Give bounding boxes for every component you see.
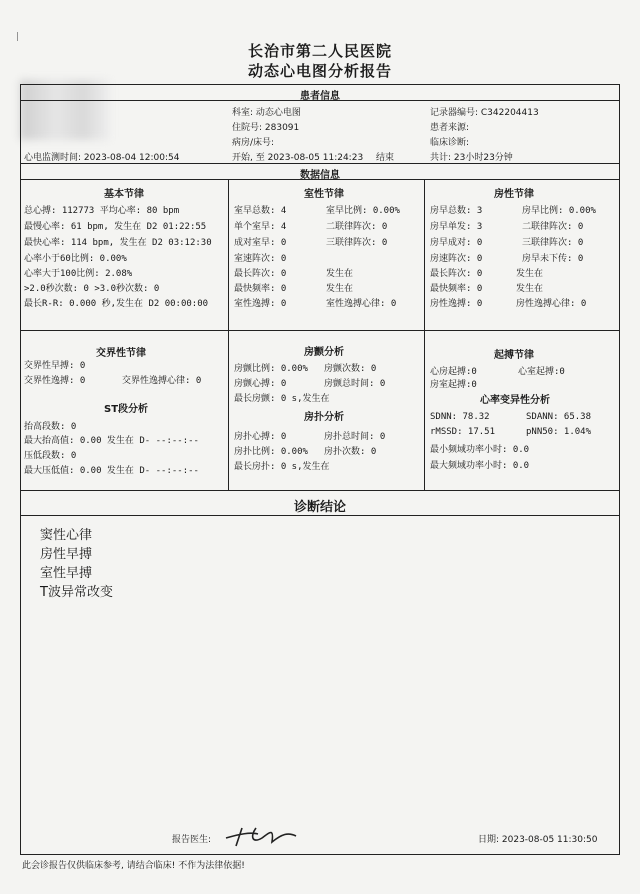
- recorder-number: 记录器编号: C342204413: [430, 108, 539, 118]
- pacing-atrial: 心房起搏:0: [430, 367, 477, 377]
- ventricular-cell: 三联律阵次: 0: [326, 238, 388, 248]
- diagnosis-item: 窦性心律: [40, 528, 93, 543]
- atrial-cell: 三联律阵次: 0: [522, 238, 584, 248]
- atrial-cell: 房早总数: 3: [430, 206, 483, 216]
- ventricular-cell: 单个室早: 4: [234, 222, 287, 232]
- hrv-rmssd: rMSSD: 17.51: [430, 427, 496, 437]
- report-title: 动态心电图分析报告: [247, 62, 392, 80]
- ventricular-cell: 发生在: [326, 284, 354, 294]
- hrv-min-power: 最小频域功率小时: 0.0: [430, 445, 530, 455]
- ventricular-cell: 室速阵次: 0: [234, 254, 287, 264]
- afl-cell: 房扑总时间: 0: [324, 432, 386, 442]
- junctional-escape-rhythm: 交界性逸搏心律: 0: [122, 376, 202, 386]
- af-cell: 房颤总时间: 0: [324, 379, 386, 389]
- af-title: 房颤分析: [304, 347, 344, 358]
- department: 科室: 动态心电图: [232, 108, 301, 118]
- monitor-time: 心电监测时间: 2023-08-04 12:00:54: [24, 153, 180, 163]
- basic-row: >2.0秒次数: 0 >3.0秒次数: 0: [24, 284, 160, 294]
- monitor-end-label: 结束: [376, 153, 395, 163]
- afl-cell: 房扑心搏: 0: [234, 432, 287, 442]
- st-row: 抬高段数: 0: [24, 422, 77, 432]
- report-date: 日期: 2023-08-05 11:30:50: [478, 835, 598, 845]
- atrial-cell: 房早成对: 0: [430, 238, 483, 248]
- hrv-sdnn: SDNN: 78.32: [430, 412, 490, 422]
- diagnosis-title: 诊断结论: [293, 500, 346, 515]
- diagnosis-item: 室性早搏: [40, 566, 93, 581]
- afl-cell: 房扑次数: 0: [324, 447, 377, 457]
- monitor-start-end: 开始, 至 2023-08-05 11:24:23: [232, 153, 364, 163]
- patient-section-title: 患者信息: [300, 91, 340, 102]
- af-cell: 房颤次数: 0: [324, 364, 377, 374]
- ventricular-cell: 室早总数: 4: [234, 206, 287, 216]
- af-cell: 房颤心搏: 0: [234, 379, 287, 389]
- pacing-av: 房室起搏:0: [430, 380, 477, 390]
- basic-row: 心率小于60比例: 0.00%: [24, 254, 127, 264]
- afl-cell: 最长房扑: 0 s,发生在: [234, 462, 330, 472]
- junctional-title: 交界性节律: [96, 348, 146, 359]
- hrv-title: 心率变异性分析: [480, 395, 550, 406]
- atrial-cell: 发生在: [516, 269, 544, 279]
- clinical-diagnosis: 临床诊断:: [430, 138, 470, 148]
- patient-source: 患者来源:: [430, 123, 470, 133]
- bed-number: 病房/床号:: [232, 138, 275, 148]
- atrial-cell: 二联律阵次: 0: [522, 222, 584, 232]
- ventricular-cell: 室性逸搏: 0: [234, 299, 287, 309]
- ventricular-cell: 室早比例: 0.00%: [326, 206, 400, 216]
- st-title: ST段分析: [104, 404, 149, 415]
- atrial-cell: 房早单发: 3: [430, 222, 483, 232]
- atrial-title: 房性节律: [494, 189, 534, 200]
- basic-row: 最慢心率: 61 bpm, 发生在 D2 01:22:55: [24, 222, 207, 232]
- afl-title: 房扑分析: [304, 412, 344, 423]
- atrial-cell: 房性逸搏: 0: [430, 299, 483, 309]
- ventricular-cell: 二联律阵次: 0: [326, 222, 388, 232]
- ventricular-title: 室性节律: [304, 189, 344, 200]
- junctional-premature: 交界性早搏: 0: [24, 361, 86, 371]
- hospital-number: 住院号: 283091: [232, 123, 300, 133]
- doctor-signature: [222, 820, 302, 850]
- afl-cell: 房扑比例: 0.00%: [234, 447, 308, 457]
- af-cell: 房颤比例: 0.00%: [234, 364, 308, 374]
- monitor-total: 共计: 23小时23分钟: [430, 153, 513, 163]
- st-row: 最大压低值: 0.00 发生在 D- --:--:--: [24, 466, 199, 476]
- data-section-title: 数据信息: [300, 170, 340, 181]
- hrv-pnn50: pNN50: 1.04%: [526, 427, 592, 437]
- basic-row: 最快心率: 114 bpm, 发生在 D2 03:12:30: [24, 238, 212, 248]
- doctor-label: 报告医生:: [172, 835, 212, 845]
- atrial-cell: 房速阵次: 0: [430, 254, 483, 264]
- basic-row: 最长R-R: 0.000 秒,发生在 D2 00:00:00: [24, 299, 209, 309]
- af-cell: 最长房颤: 0 s,发生在: [234, 394, 330, 404]
- st-row: 压低段数: 0: [24, 451, 77, 461]
- atrial-cell: 发生在: [516, 284, 544, 294]
- atrial-cell: 房性逸搏心律: 0: [516, 299, 587, 309]
- pacing-ventricular: 心室起搏:0: [518, 367, 565, 377]
- diagnosis-item: 房性早搏: [40, 547, 93, 562]
- junctional-escape: 交界性逸搏: 0: [24, 376, 86, 386]
- hrv-sdann: SDANN: 65.38: [526, 412, 592, 422]
- ventricular-cell: 成对室早: 0: [234, 238, 287, 248]
- ventricular-cell: 最长阵次: 0: [234, 269, 287, 279]
- hrv-max-power: 最大频域功率小时: 0.0: [430, 461, 530, 471]
- atrial-cell: 房早未下传: 0: [522, 254, 584, 264]
- ventricular-cell: 室性逸搏心律: 0: [326, 299, 397, 309]
- hospital-title: 长治市第二人民医院: [247, 42, 392, 60]
- atrial-cell: 最快频率: 0: [430, 284, 483, 294]
- atrial-cell: 最长阵次: 0: [430, 269, 483, 279]
- ventricular-cell: 最快频率: 0: [234, 284, 287, 294]
- diagnosis-item: T波异常改变: [40, 585, 113, 600]
- pacing-title: 起搏节律: [494, 350, 534, 361]
- st-row: 最大抬高值: 0.00 发生在 D- --:--:--: [24, 436, 199, 446]
- atrial-cell: 房早比例: 0.00%: [522, 206, 596, 216]
- disclaimer: 此会诊报告仅供临床参考, 请结合临床! 不作为法律依据!: [22, 861, 245, 871]
- ventricular-cell: 发生在: [326, 269, 354, 279]
- basic-row: 总心搏: 112773 平均心率: 80 bpm: [24, 206, 180, 216]
- punch-mark: |: [16, 32, 20, 42]
- basic-rhythm-title: 基本节律: [104, 189, 144, 200]
- basic-row: 心率大于100比例: 2.08%: [24, 269, 133, 279]
